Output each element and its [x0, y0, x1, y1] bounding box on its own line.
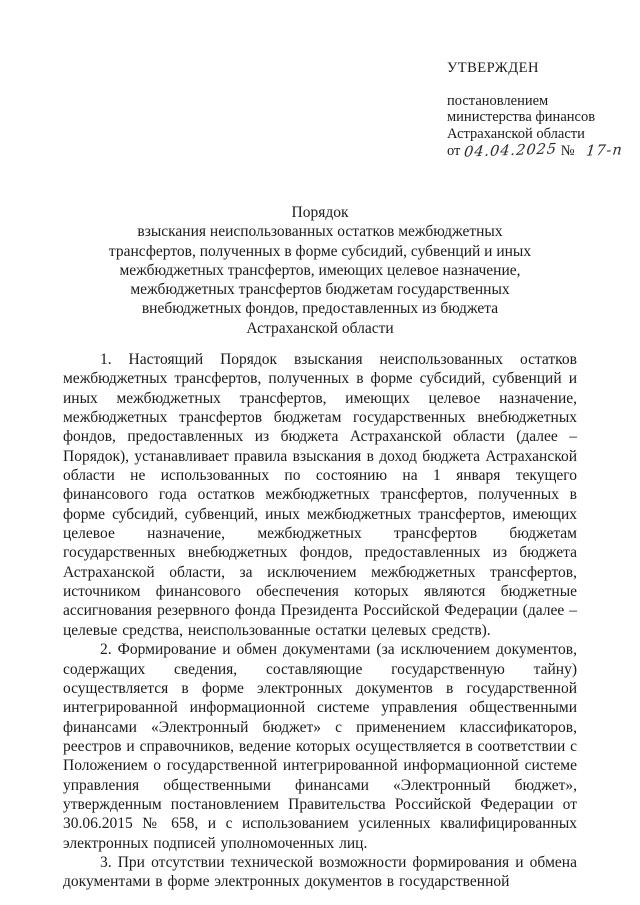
handwritten-date: 04.04.2025 [463, 141, 558, 161]
document-title [85, 203, 555, 338]
approval-block [447, 60, 632, 160]
document-body [63, 350, 577, 892]
title-line: внебюджетных фондов, предоставленных из бюджета [141, 300, 499, 318]
title-line: Астраханской области [246, 319, 394, 337]
approval-by-line: Астраханской области [447, 125, 585, 142]
title-line: трансфертов, полученных в форме субсидий, субвенций и иных [108, 242, 532, 260]
approval-date-line [447, 143, 632, 160]
approved-label: УТВЕРЖДЕН [447, 60, 539, 76]
title-line: межбюджетных трансфертов бюджетам государственных [130, 281, 510, 299]
title-line: взыскания неиспользованных остатков межбюджетных [137, 223, 503, 241]
paragraph: 2. Формирование и обмен документами (за исключением документов, содержащих сведения, составляющие государственную тайну) осуществляется в форме электронных документов в государственной интегрированной информационной системе управления общественными финансами «Электронный бюджет» с применением классификаторов, реестров и справочников, ведение которых осуществляется в соответствии с Положением о государственной интегрированной информационной системе управления общественными финансами «Электронный бюджет», утвержденным постановлением Правительства Российской Федерации от 30.06.2015 № 658, и с использованием усиленных квалифицированных электронных подписей уполномоченных лиц. [63, 641, 577, 852]
approval-by-line: постановлением [447, 92, 549, 109]
paragraph: 1. Настоящий Порядок взыскания неиспользованных остатков межбюджетных трансфертов, полученных в форме субсидий, субвенций и иных межбюджетных трансфертов, имеющих целевое назначение, межбюджетных трансфертов бюджетам государственных внебюджетных фондов, предоставленных из бюджета Астраханской области (далее – Порядок), устанавливает правила взыскания в доход бюджета Астраханской области не использованных по состоянию на 1 января текущего финансового года остатков межбюджетных трансфертов, полученных в форме субсидий, субвенций, иных межбюджетных трансфертов, имеющих целевое назначение, межбюджетных трансфертов бюджетам государственных внебюджетных фондов, предоставленных из бюджета Астраханской области, за исключением межбюджетных трансфертов, источником финансового обеспечения которых являются бюджетные ассигнования резервного фонда Президента Российской Федерации (далее – целевые средства, неиспользованные остатки целевых средств). [63, 351, 577, 639]
title-line: Порядок [291, 204, 349, 221]
handwritten-number: 17-п [585, 142, 624, 160]
paragraph: 3. При отсутствии технической возможности формирования и обмена документами в форме электронных документов в государственной [63, 853, 577, 891]
number-sign: № [560, 143, 575, 159]
approval-by-line: министерства финансов [447, 109, 596, 125]
title-line: межбюджетных трансфертов, имеющих целевое назначение, [119, 261, 521, 279]
date-prefix: от [447, 143, 461, 159]
